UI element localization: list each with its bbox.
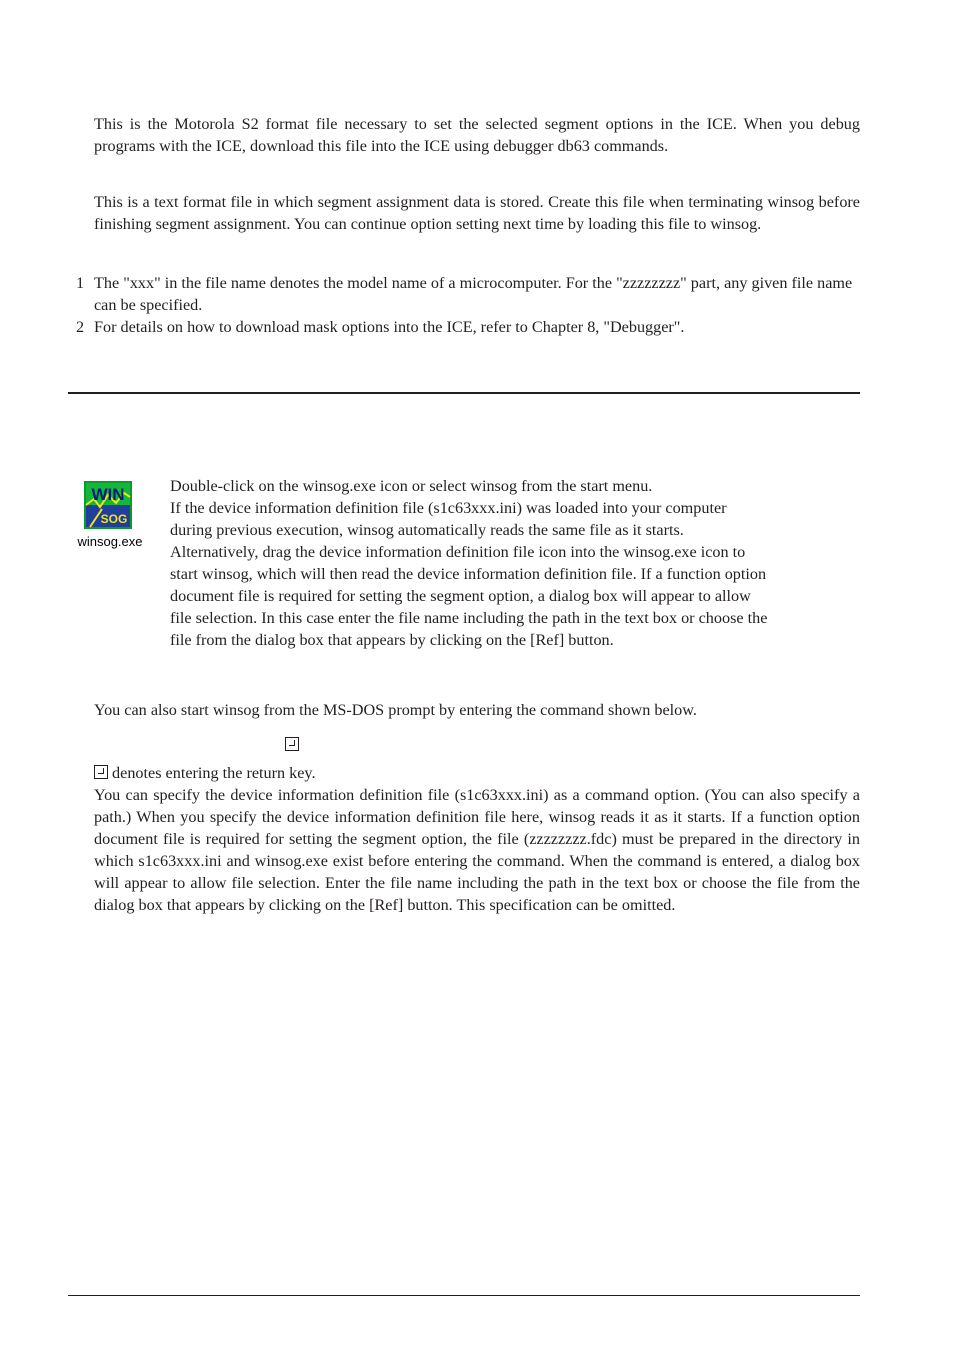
return-key-note-line xyxy=(94,762,316,784)
footer-rule xyxy=(68,1295,860,1296)
return-key-note: denotes entering the return key. xyxy=(112,764,316,782)
note-2 xyxy=(76,316,860,338)
start-line: Double-click on the winsog.exe icon or select winsog from the start menu. xyxy=(170,477,653,495)
note-text: For details on how to download mask options into the ICE, refer to Chapter 8, "Debugger". xyxy=(94,318,685,336)
winsog-exe-icon[interactable] xyxy=(84,481,132,529)
text-file-description: This is a text format file in which segment assignment data is stored. Create this file when terminating winsog before finishing segment assignment. You can continue option setting next time by loading this file to winsog. xyxy=(94,193,860,233)
return-key-icon xyxy=(94,765,108,779)
start-line: If the device information definition file (s1c63xxx.ini) was loaded into your computer xyxy=(170,499,727,517)
s2-file-description: This is the Motorola S2 format file necessary to set the selected segment options in the ICE. When you debug programs with the ICE, download this file into the ICE using debugger db63 commands. xyxy=(94,115,860,155)
start-line: file selection. In this case enter the file name including the path in the text box or choose the xyxy=(170,609,768,627)
start-instructions xyxy=(170,475,870,651)
start-line: Alternatively, drag the device information definition file icon into the winsog.exe icon to xyxy=(170,543,746,561)
icon-bottom-text: SOG xyxy=(100,512,128,526)
icon-label: winsog.exe xyxy=(77,534,143,549)
start-line: during previous execution, winsog automatically reads the same file as it starts. xyxy=(170,521,684,539)
start-line: document file is required for setting the segment option, a dialog box will appear to allow xyxy=(170,587,751,605)
note-number: 2 xyxy=(76,318,85,336)
command-option-description: You can specify the device information definition file (s1c63xxx.ini) as a command option. (You can also specify a path.) When you specify the device information definition file here, winsog reads it as it starts. If a function option document file is required for setting the segment option, the file (zzzzzzzz.fdc) must be prepared in the directory in which s1c63xxx.ini and winsog.exe exist before entering the command. When the command is entered, a dialog box will appear to allow file selection. Enter the file name including the path in the text box or choose the file from the dialog box that appears by clicking on the [Ref] button. This specification can be omitted. xyxy=(94,786,860,914)
icon-top-text: WIN xyxy=(91,485,125,504)
note-text: The "xxx" in the file name denotes the model name of a microcomputer. For the "zzzzzzzz" part, any given file name can be specified. xyxy=(94,274,853,314)
note-1 xyxy=(76,272,860,316)
msdos-intro: You can also start winsog from the MS-DOS prompt by entering the command shown below. xyxy=(94,701,697,719)
winsog-icon-block[interactable] xyxy=(68,478,152,554)
return-key-icon xyxy=(285,737,299,751)
section-divider xyxy=(68,392,860,394)
note-number: 1 xyxy=(76,274,85,292)
start-line: file from the dialog box that appears by clicking on the [Ref] button. xyxy=(170,631,614,649)
start-line: start winsog, which will then read the device information definition file. If a function option xyxy=(170,565,767,583)
